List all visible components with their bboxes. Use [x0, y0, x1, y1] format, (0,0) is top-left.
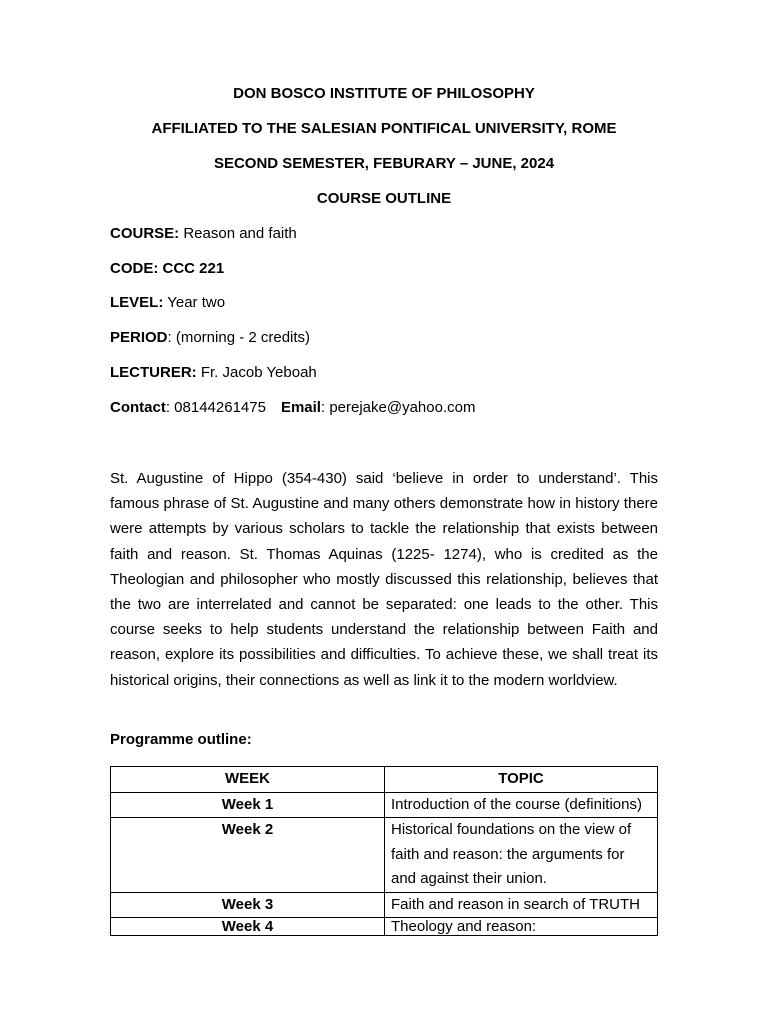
topic-column-header: TOPIC — [385, 767, 658, 793]
document-title: COURSE OUTLINE — [316, 190, 452, 207]
contact-label: Contact — [110, 399, 166, 416]
topic-cell: Historical foundations on the view of faith and reason: the arguments for and against their union. — [385, 818, 658, 893]
course-field — [110, 225, 297, 243]
period-field — [110, 329, 310, 347]
week-column-header: WEEK — [111, 767, 385, 793]
contact-value: : 08144261475 — [165, 399, 266, 416]
table-row — [111, 818, 658, 893]
period-value: : (morning - 2 credits) — [167, 329, 311, 346]
period-label: PERIOD — [110, 329, 168, 346]
intro-paragraph: St. Augustine of Hippo (354-430) said ‘believe in order to understand’. This famous phrase of St. Augustine and many others demonstrate how in history there were attempts by various scholars to tackle the relationship that exists between faith and reason. St. Thomas Aquinas (1225- 1274), who is credited as the Theologian and philosopher who mostly discussed this relationship, believes that the two are interrelated and cannot be separated: one leads to the other. This course seeks to help students understand the relationship between Faith and reason, explore its possibilities and difficulties. To achieve these, we shall treat its historical origins, their connections as well as link it to the modern worldview. — [110, 470, 658, 689]
week-cell: Week 1 — [111, 792, 385, 818]
programme-table — [110, 766, 658, 936]
level-label: LEVEL: — [110, 294, 164, 311]
lecturer-label: LECTURER: — [110, 364, 197, 381]
topic-cell: Theology and reason: — [385, 918, 658, 936]
email-value: : perejake@yahoo.com — [320, 399, 476, 416]
email-label: Email — [280, 399, 321, 416]
table-row — [111, 918, 658, 936]
lecturer-field — [110, 364, 317, 382]
table-header-row — [111, 767, 658, 793]
topic-cell: Faith and reason in search of TRUTH — [385, 892, 658, 918]
code-label: CODE: CCC 221 — [110, 260, 225, 277]
table-row — [111, 792, 658, 818]
course-label: COURSE: — [110, 225, 180, 242]
topic-cell: Introduction of the course (definitions) — [385, 792, 658, 818]
programme-heading: Programme outline: — [110, 731, 252, 748]
level-field — [110, 294, 225, 312]
contact-field — [110, 399, 475, 417]
institute-title: DON BOSCO INSTITUTE OF PHILOSOPHY — [233, 85, 535, 102]
lecturer-value: Fr. Jacob Yeboah — [196, 364, 317, 381]
code-field — [110, 260, 224, 278]
week-cell: Week 3 — [111, 892, 385, 918]
table-row — [111, 892, 658, 918]
course-value: Reason and faith — [179, 225, 297, 242]
week-cell: Week 4 — [111, 918, 385, 936]
affiliation-line: AFFILIATED TO THE SALESIAN PONTIFICAL UNIVERSITY, ROME — [151, 120, 617, 137]
week-cell: Week 2 — [111, 818, 385, 893]
level-value: Year two — [163, 294, 226, 311]
semester-line: SECOND SEMESTER, FEBURARY – JUNE, 2024 — [213, 155, 555, 172]
